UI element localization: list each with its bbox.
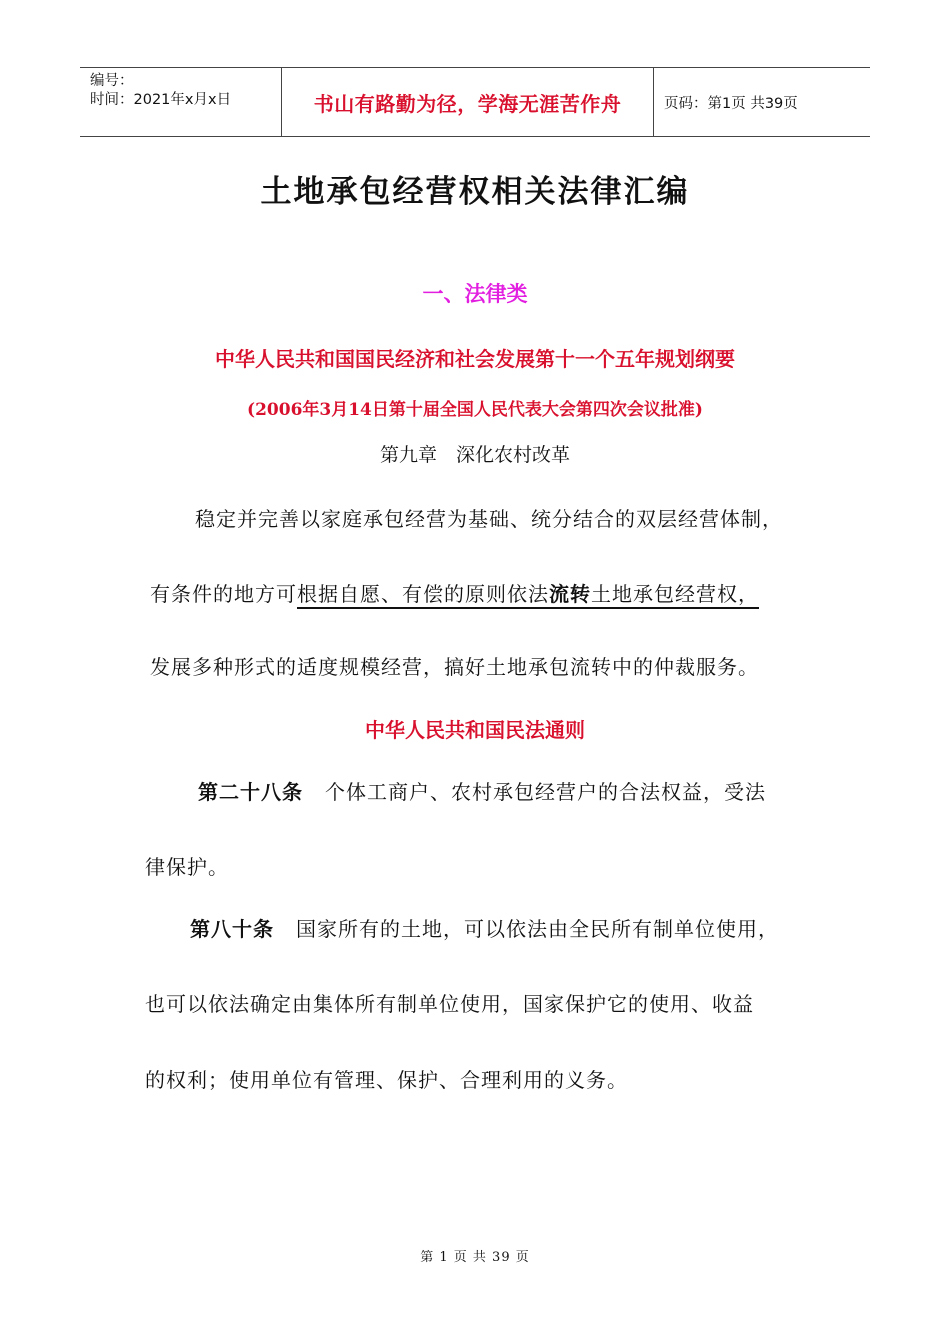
document-title: 土地承包经营权相关法律汇编 bbox=[260, 174, 690, 210]
header-page-info: 页码：第1页 共39页 bbox=[664, 95, 798, 112]
chapter-heading: 第九章 深化农村改革 bbox=[379, 444, 570, 466]
page-footer: 第 1 页 共 39 页 bbox=[420, 1250, 530, 1265]
article-text: 国家所有的土地，可以依法由全民所有制单位使用， bbox=[296, 917, 779, 941]
paragraph-line: 的权利；使用单位有管理、保护、合理利用的义务。 bbox=[145, 1068, 628, 1092]
article-80 bbox=[190, 913, 779, 942]
article-text: 个体工商户、农村承包经营户的合法权益，受法 bbox=[325, 780, 766, 804]
article-label: 第二十八条 bbox=[198, 780, 303, 804]
paragraph-line: 发展多种形式的适度规模经营，搞好土地承包流转中的仲裁服务。 bbox=[150, 655, 759, 679]
paragraph-line: 稳定并完善以家庭承包经营为基础、统分结合的双层经营体制， bbox=[195, 507, 783, 531]
text-segment: 土地承包经营权， bbox=[591, 582, 759, 606]
section-heading: 一、法律类 bbox=[422, 281, 528, 306]
header-meta bbox=[80, 68, 282, 136]
text-segment: 有条件的地方可 bbox=[150, 582, 297, 606]
header-motto: 书山有路勤为径，学海无涯苦作舟 bbox=[282, 68, 654, 136]
law1-title: 中华人民共和国国民经济和社会发展第十一个五年规划纲要 bbox=[215, 347, 735, 371]
law2-title: 中华人民共和国民法通则 bbox=[365, 718, 585, 742]
number-label: 编号： bbox=[90, 73, 134, 89]
time-label: 时间：2021年x月x日 bbox=[90, 92, 232, 108]
law1-date: (2006年3月14日第十届全国人民代表大会第四次会议批准) bbox=[247, 400, 703, 420]
article-28 bbox=[198, 776, 766, 805]
header-table bbox=[80, 67, 870, 137]
paragraph-line bbox=[150, 578, 759, 607]
text-segment: 根据自愿、有偿的原则依法 bbox=[297, 582, 549, 606]
paragraph-line: 也可以依法确定由集体所有制单位使用，国家保护它的使用、收益 bbox=[145, 992, 754, 1016]
underlined-text bbox=[297, 582, 759, 606]
paragraph-line: 律保护。 bbox=[145, 855, 229, 879]
article-label: 第八十条 bbox=[190, 917, 274, 941]
bold-text: 流转 bbox=[549, 582, 591, 606]
